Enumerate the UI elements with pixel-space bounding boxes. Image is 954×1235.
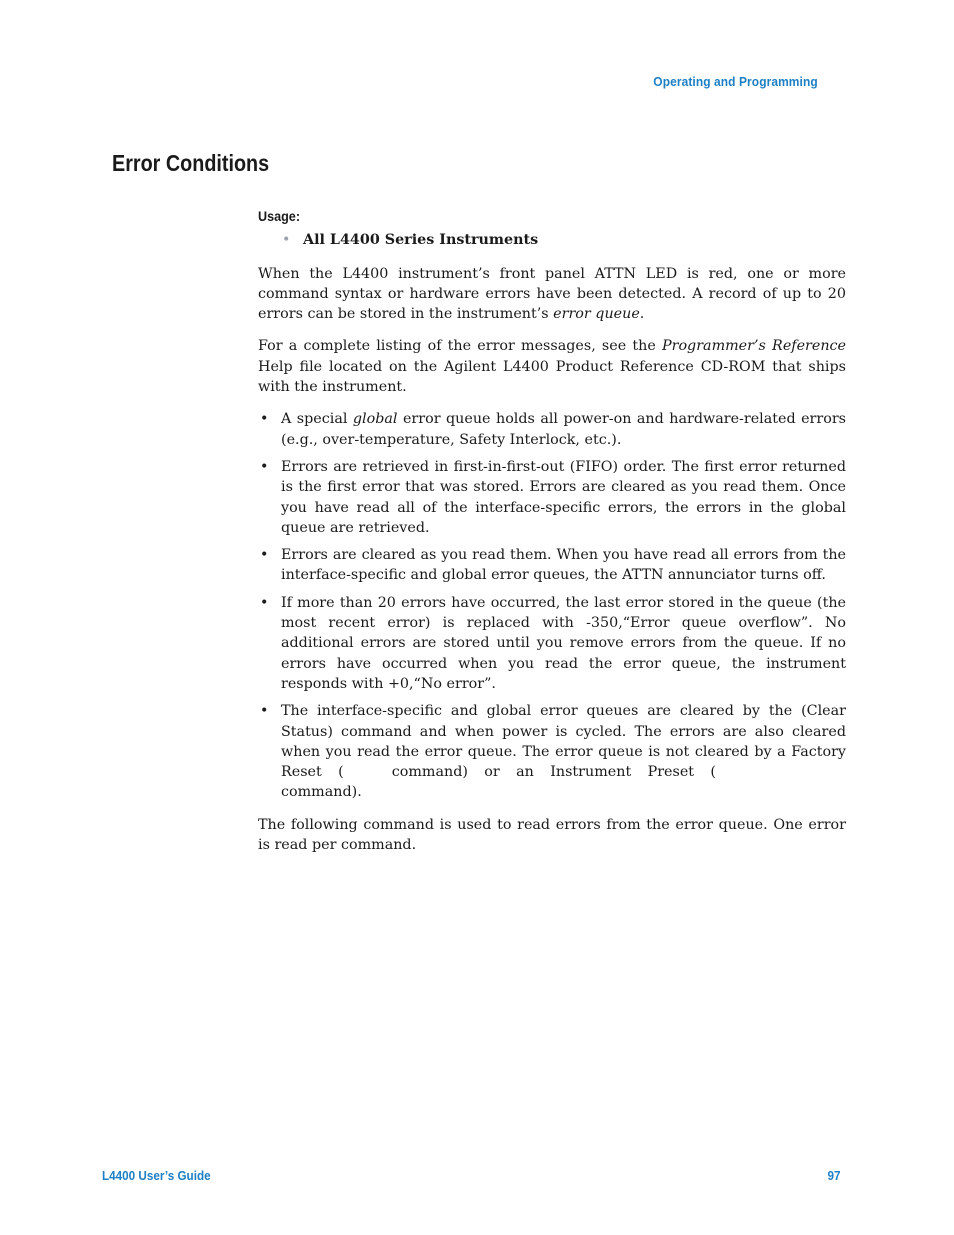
bullet-dot: • — [260, 411, 269, 428]
list-item: • Errors are retrieved in first-in-first-out (FIFO) order. The first error returned is the first error that was stored. Errors are cleared as you read them. Once you have read all of the interface-specific errors, the errors in the global queue are retrieved. — [260, 458, 846, 536]
list-item: • A special global error queue holds all power-on and hardware-related errors (e.g., over-temperature, Safety Interlock, etc.). — [260, 411, 846, 448]
global-term: global — [352, 411, 398, 428]
intro-paragraph: When the L4400 instrument’s front panel ATTN LED is red, one or more command syntax or hardware errors have been detected. A record of up to 20 errors can be stored in the instrument’s error queue. — [258, 265, 846, 323]
footer-guide-title: L4400 User’s Guide — [102, 1168, 211, 1183]
usage-item-text: All L4400 Series Instruments — [303, 232, 539, 249]
list-item: • The interface-specific and global error queues are cleared by the (Clear Status) command and when power is cycled. The errors are also cleared when you read the error queue. The error queue is not cleared by a Factory Reset ( command) or an Instrument Preset (command). — [260, 703, 846, 801]
usage-label: Usage: — [258, 208, 301, 224]
page-number: 97 — [826, 1168, 840, 1183]
list-item: • Errors are cleared as you read them. When you have read all errors from the interface-specific and global error queues, the ATTN annunciator turns off. — [260, 547, 846, 584]
page-title: Error Conditions — [112, 150, 270, 176]
error-notes-list — [258, 409, 846, 802]
bullet-dot: • — [260, 458, 269, 475]
programmers-reference-term: Programmer’s Reference — [662, 338, 846, 355]
bullet-dot: • — [282, 232, 291, 249]
usage-item — [258, 230, 846, 250]
closing-paragraph: The following command is used to read errors from the error queue. One error is read per command. — [258, 816, 846, 854]
error-queue-term: error queue — [553, 306, 640, 323]
reference-paragraph: For a complete listing of the error messages, see the Programmer’s Reference Help file located on the Agilent L4400 Product Reference CD-ROM that ships with the instrument. — [258, 338, 846, 396]
bullet-dot: • — [260, 547, 269, 564]
main-content — [258, 206, 846, 867]
bullet-dot: • — [260, 594, 269, 611]
bullet-dot: • — [260, 703, 269, 720]
section-header: Operating and Programming — [653, 74, 818, 89]
list-item: • If more than 20 errors have occurred, the last error stored in the queue (the most recent error) is replaced with -350,“Error queue overflow”. No additional errors are stored until you remove errors from the queue. If no errors have occurred when you read the error queue, the instrument responds with +0,“No error”. — [260, 594, 846, 692]
